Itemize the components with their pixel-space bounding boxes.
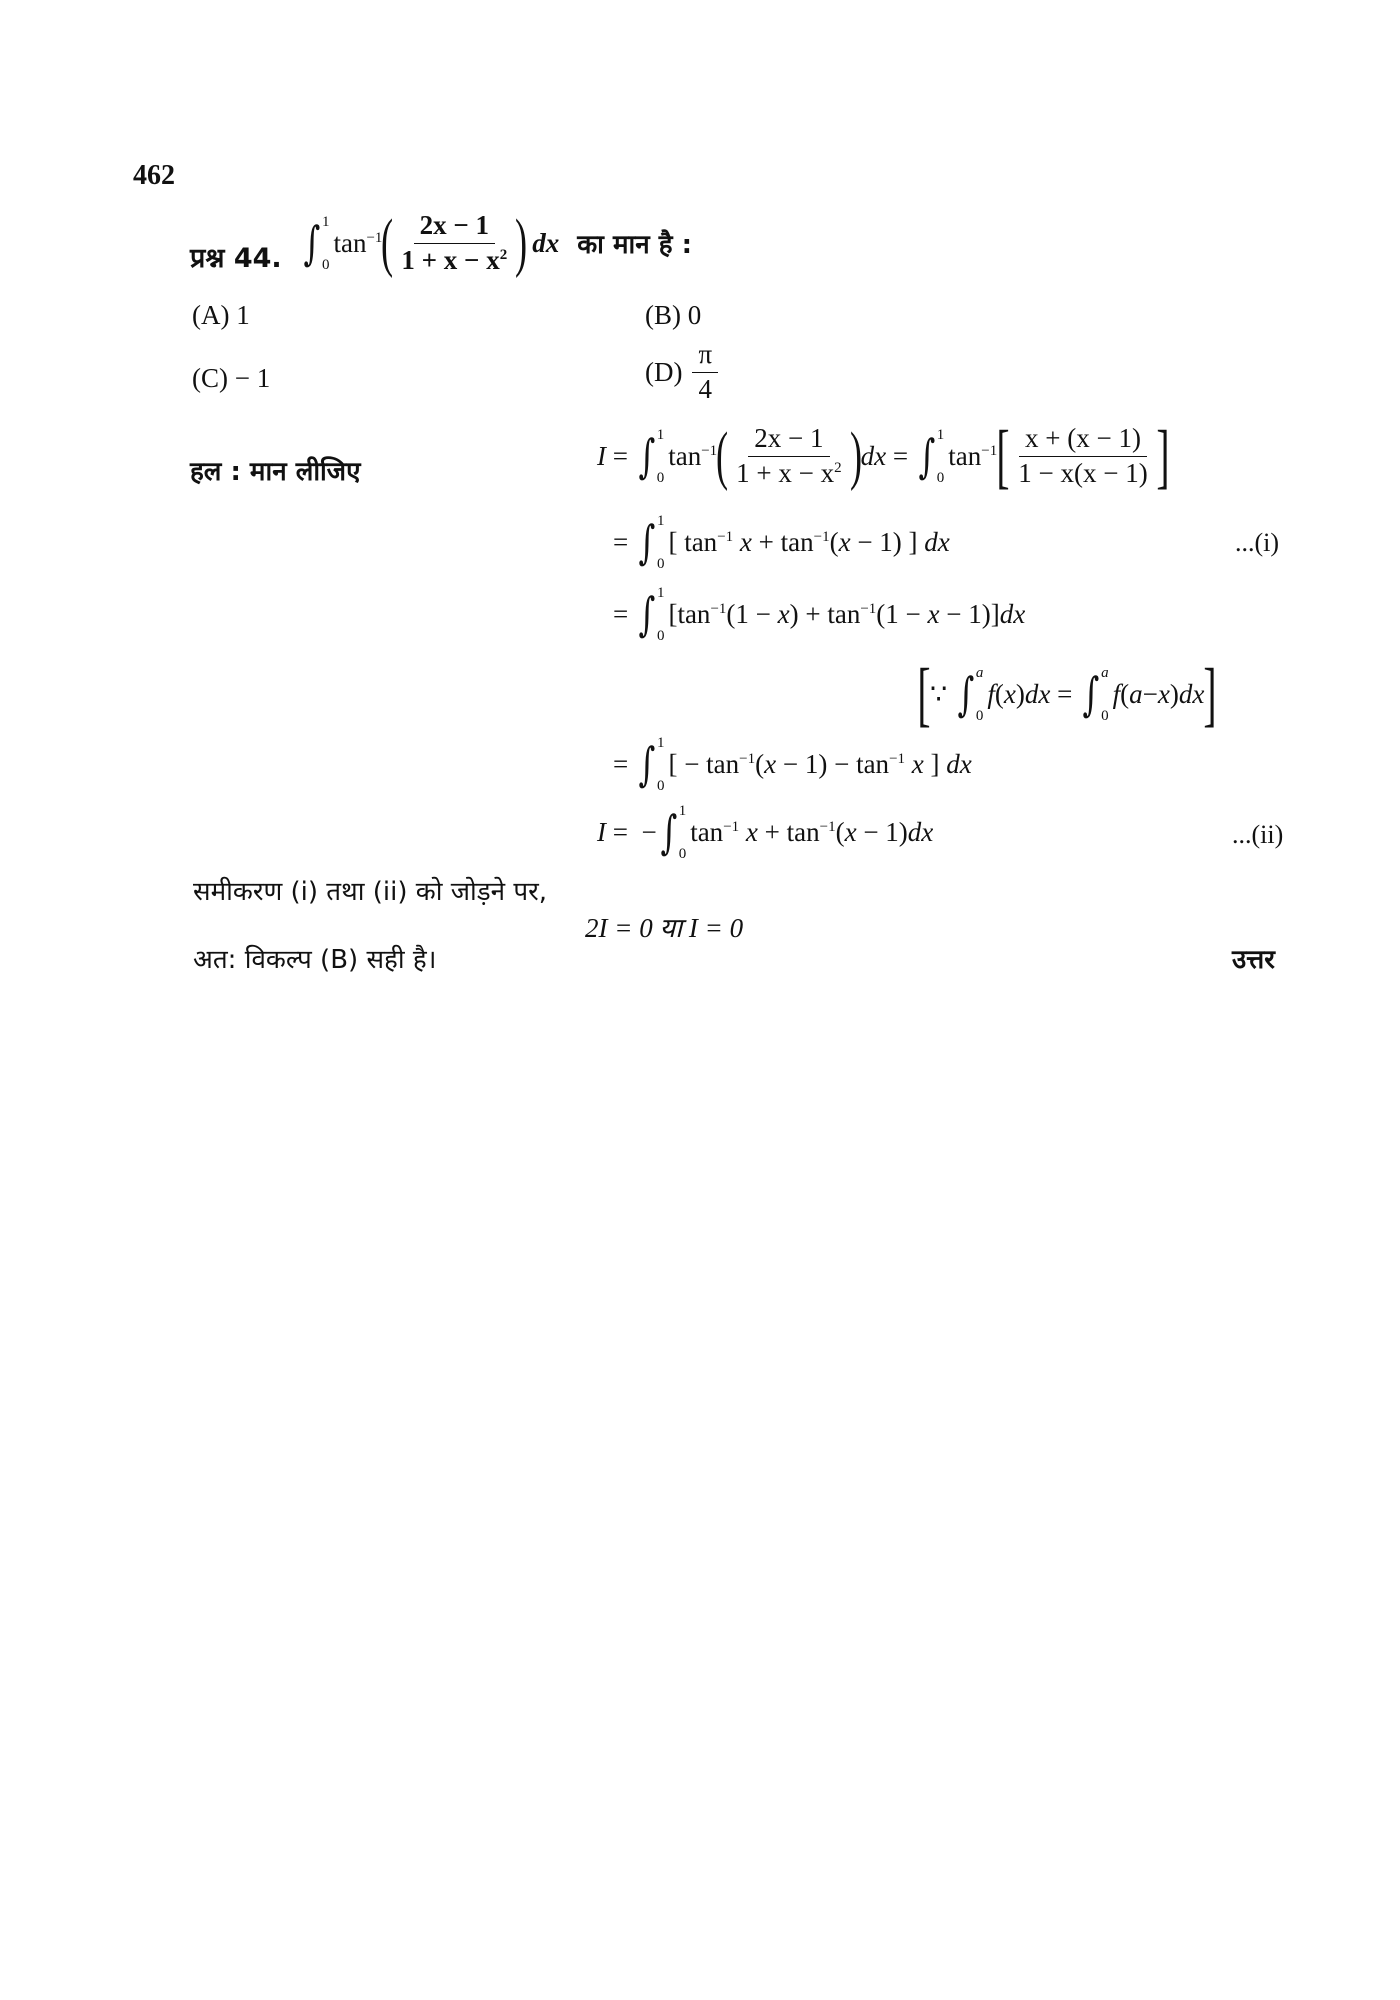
question-label: प्रश्न 44. (190, 243, 282, 274)
page-number: 462 (133, 160, 175, 191)
question-frac-num: 2x − 1 (414, 211, 495, 244)
equation-ref-ii: ...(ii) (1232, 820, 1284, 849)
conclusion-text: अत: विकल्प (B) सही है। (193, 945, 437, 975)
answer-label: उत्तर (1232, 945, 1275, 975)
option-d: (D) $\frac{\pi}{4}$ (645, 340, 721, 404)
option-b: (B) 0 (645, 300, 702, 330)
solution-line-1: I = ∫ 1 0 $\tan^{-1}$ ( $\frac{2x - 1}{1 + x - x^2}$ ) dx = ∫ 1 0 $\tan^{-1}$ [ $\frac{x + (x - 1)}{1 - x(x - 1)}$ ] (597, 416, 1170, 496)
result-equation: 2I = 0 या I = 0 (585, 913, 744, 943)
combine-text: समीकरण (i) तथा (ii) को जोड़ने पर, (193, 877, 547, 907)
question-frac-den: 1 + x − x (401, 244, 500, 275)
solution-line-5: I = − ∫ 1 0 $\tan^{-1} x + \tan^{-1}(x - 1)dx$ (597, 803, 934, 862)
solution-line-3: = ∫ 1 0 $[\tan^{-1}(1 - x) + \tan^{-1}(1 - x - 1)]dx$ (613, 585, 1026, 644)
question-trail: का मान है : (577, 230, 692, 260)
solution-line-2: = ∫ 1 0 [ $\tan^{-1} x + \tan^{-1}(x - 1)$ ] dx (613, 513, 950, 572)
option-c: (C) − 1 (192, 363, 271, 393)
question-integral: ∫ 1 0 $\tan^{-1}$ ( $\frac{2x - 1}{1 + x - x^2}$ ) dx का मान है : (303, 206, 692, 279)
solution-intro: हल : मान लीजिए (190, 457, 361, 487)
solution-line-4: = ∫ 1 0 [ − $\tan^{-1}(x - 1) - \tan^{-1} x$ ] dx (613, 735, 972, 794)
equation-ref-i: ...(i) (1235, 528, 1280, 557)
option-a: (A) 1 (192, 300, 250, 330)
integral-property: [ ∵ ∫ a 0 f ( x ) dx = ∫ a 0 f ( a − x ) dx ] (917, 654, 1217, 734)
